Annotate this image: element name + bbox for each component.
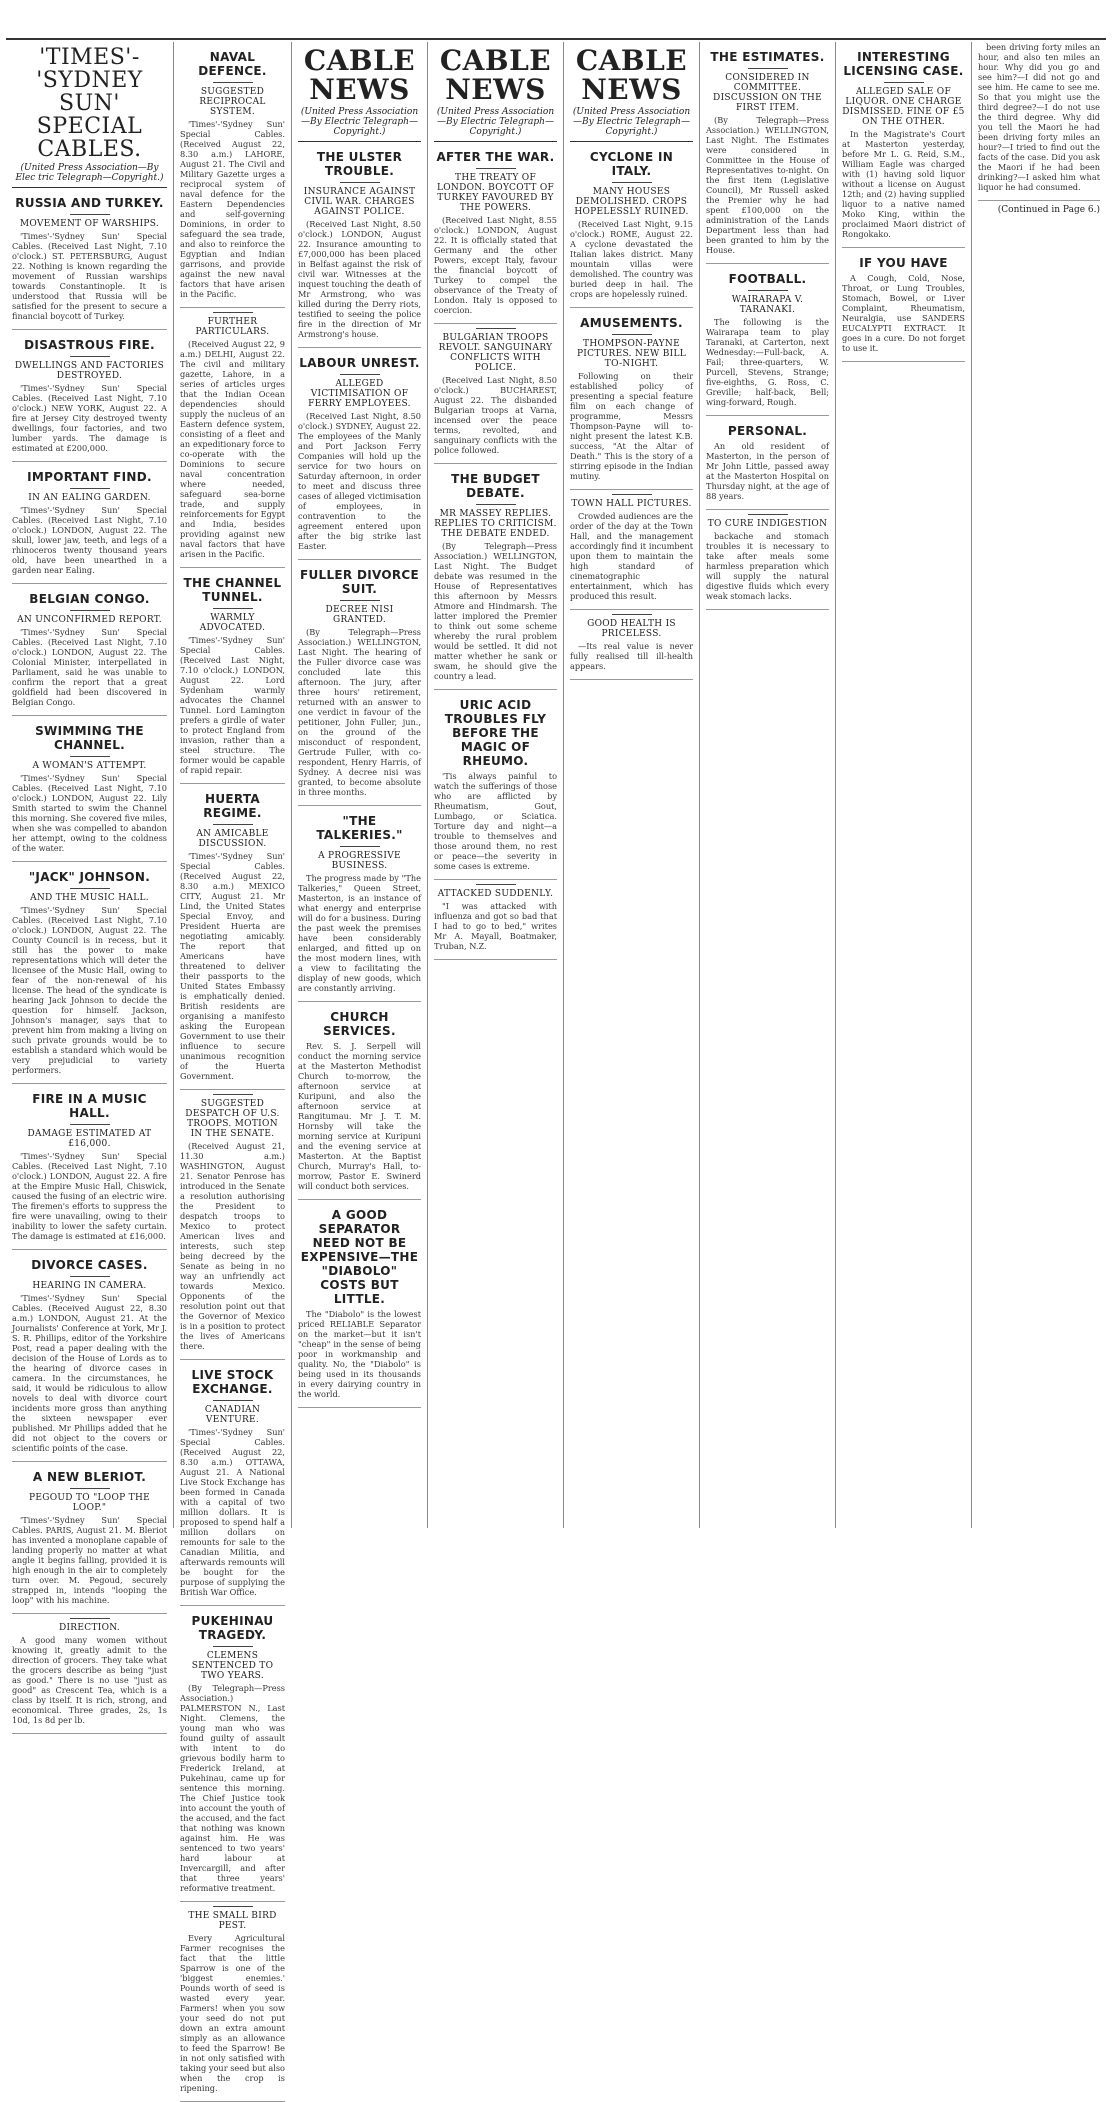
article-paragraph: Following on their established policy of presenting a special feature film on each change of programme, Messrs Thompson-Payne will to-night present the latest K.B. success, "At the Altar of Death." This is the story of a stirring episode in the Indian mutiny.: [570, 370, 693, 481]
article: [180, 1368, 285, 1606]
article-subheading: THE TREATY OF LONDON. BOYCOTT OF TURKEY FAVOURED BY THE POWERS.: [436, 172, 555, 213]
article: [570, 150, 693, 308]
article-paragraph: 'Times'-'Sydney Sun' Special Cables. PARIS, August 21. M. Bleriot has invented a monoplane capable of landing properly no matter at what angle it begins falling, provided it is high enough in the air to completely turn over. M. Pegoud, securely strapped in, intends "looping the loop" with his machine.: [12, 1515, 167, 1606]
article-body: [434, 771, 557, 871]
article-subheading: SUGGESTED RECIPROCAL SYSTEM.: [199, 87, 266, 117]
article-subheading: MANY HOUSES DEMOLISHED. CROPS HOPELESSLY RUINED.: [574, 186, 689, 217]
continued-notice: (Continued in Page 6.): [997, 205, 1100, 215]
article-body: [570, 641, 693, 671]
article-body: [12, 1515, 167, 1605]
article-paragraph: 'Times'-'Sydney Sun' Special Cables. (Received August 22, 8.30 a.m.) OTTAWA, August 21. A National Live Stock Exchange has been formed in Canada with a capital of two million dollars. It is proposed to spend half a million dollars on remounts for sale to the Canadian Militia, and afterwards remounts will be bought for the purpose of supplying the British War Office.: [180, 1427, 285, 1597]
article: [298, 568, 421, 806]
article: [434, 698, 557, 880]
article-headline: AMUSEMENTS.: [580, 315, 683, 330]
article-headline: DIVORCE CASES.: [31, 1258, 148, 1273]
headline-rule: [340, 846, 380, 847]
article-body: [298, 627, 421, 797]
article: [180, 1906, 285, 2102]
article-paragraph: 'Times'-'Sydney Sun' Special Cables. (Received August 22, 8.30 a.m.) MEXICO CITY, August 21. Mr Lind, the United States Special Envoy, and President Huerta are negotiating amicably. The report that Americans have threatened to deliver their passports to the United States Embassy is emphatically denied. British residents are organising a manifesto asking the European Government to use their influence to secure unanimous recognition of the Huerta Government.: [180, 851, 285, 1081]
headline-rule: [70, 356, 110, 357]
article-body: [298, 1041, 421, 1191]
article-paragraph: (By Telegraph—Press Association.) WELLINGTON, Last Night. The hearing of the Fuller divorce case was concluded late this afternoon. The jury, after three hours' retirement, returned with an answer to one verdict in favour of the petitioner, John Fuller, jun., on the ground of the misconduct of respondent, Gertrude Fuller, with co-respondent, Henry Harris, of Sydney. A decree nisi was granted, to become absolute in three months.: [298, 626, 421, 797]
headline-rule: [748, 514, 788, 515]
section-banner: 'TIMES'-'SYDNEY SUN' SPECIAL CABLES.: [36, 45, 143, 163]
headline-rule: [748, 68, 788, 69]
article-body: [298, 411, 421, 551]
article-paragraph: (By Telegraph—Press Association.) PALMERSTON N., Last Night. Clemens, the young man who was found guilty of assault with intent to do grievous bodily harm to Frederick Ireland, at Pukehinau, came up for sentence this morning. The Chief Justice took into account the youth of the accused, and the fact that nothing was known against him. He was sentenced to two years' hard labour at Invercargill, and after that three years' reformative treatment.: [180, 1683, 285, 1893]
section-byline: (United Press Association—By Electric Telegraph—Copyright.): [570, 105, 693, 142]
article: [12, 470, 167, 584]
section-byline: (United Press Association—By Elec tric Telegraph—Copyright.): [12, 161, 167, 188]
headline-rule: [612, 182, 652, 183]
article-subheading: TO CURE INDIGESTION: [707, 519, 828, 529]
article-subheading: WARMLY ADVOCATED.: [199, 613, 266, 633]
headline-rule: [213, 312, 253, 313]
section-byline: (United Press Association—By Electric Telegraph—Copyright.): [434, 105, 557, 142]
article-paragraph: The progress made by "The Talkeries," Queen Street, Masterton, is an instance of what energy and enterprise will do for a business. During the past week the premises have been considerably enlarged, and fitted up on the most modern lines, with a view to facilitating the display of new goods, which are constantly arriving.: [298, 872, 421, 993]
article-body: [298, 219, 421, 339]
article: [706, 272, 829, 416]
article-headline: "THE TALKERIES.": [316, 813, 403, 842]
article-paragraph: 'Times'-'Sydney Sun' Special Cables. (Received Last Night, 7.10 o'clock.) ST. PETERSBURG, August 22. Nothing is known regarding the movement of Russian warships towards Constantinople. It is understood that Russia will be satisfied for the present to secure a financial boycott of Turkey.: [12, 231, 167, 322]
article-body: [434, 901, 557, 951]
headline-rule: [213, 824, 253, 825]
headline-rule: [70, 1276, 110, 1277]
article: [12, 1470, 167, 1614]
article-paragraph: An old resident of Masterton, in the person of Mr John Little, passed away at the Masterton Hospital on Thursday night, at the age of 88 years.: [706, 441, 829, 501]
article-body: [12, 773, 167, 853]
article-paragraph: 'Times'-'Sydney Sun' Special Cables. (Received Last Night, 7.10 o'clock.) LONDON, August 22. Lord Sydenham warmly advocates the Channel Tunnel. Lord Lamington prefers a girdle of water to protect England from invasion, rather than a steel structure. The former would be capable of rapid repair.: [180, 635, 285, 775]
article-headline: SWIMMING THE CHANNEL.: [35, 724, 144, 753]
headline-rule: [213, 1906, 253, 1907]
article-subheading: GOOD HEALTH IS PRICELESS.: [587, 618, 676, 639]
article-paragraph: (Received Last Night, 8.50 o'clock.) LONDON, August 22. Insurance amounting to £7,000,000 has been placed in Belfast against the risk of civil war. Witnesses at the inquest touching the death of Mr Armstrong, who was killed during the Derry riots, testified to seeing the police fire in the direction of Mr Armstrong's house.: [298, 218, 421, 339]
section-byline: (United Press Association—By Electric Telegraph—Copyright.): [298, 105, 421, 142]
article-subheading: WAIRARAPA V. TARANAKI.: [731, 295, 804, 315]
article-subheading: A WOMAN'S ATTEMPT.: [32, 761, 147, 772]
article: [12, 1618, 167, 1734]
article-headline: LIVE STOCK EXCHANGE.: [191, 1368, 274, 1396]
article-body: [706, 115, 829, 255]
article: [434, 884, 557, 960]
article: [12, 196, 167, 330]
article-body: [12, 627, 167, 707]
article-subheading: FURTHER PARTICULARS.: [195, 317, 270, 337]
headline-rule: [70, 756, 110, 757]
headline-rule: [70, 214, 110, 215]
headline-rule: [612, 614, 652, 615]
headline-rule: [340, 600, 380, 601]
article: [570, 614, 693, 680]
article-headline: DISASTROUS FIRE.: [24, 338, 155, 353]
article-headline: NAVAL DEFENCE.: [198, 50, 267, 78]
article-body: [180, 1141, 285, 1351]
article-paragraph: backache and stomach troubles it is necessary to take after meals some harmless preparation which will supply the natural digestive fluids which every weak stomach lacks.: [706, 531, 829, 601]
article-body: [298, 873, 421, 993]
headline-rule: [213, 1646, 253, 1647]
article-headline: INTERESTING LICENSING CASE.: [843, 50, 964, 78]
article-subheading: TOWN HALL PICTURES.: [571, 498, 692, 509]
article-subheading: CLEMENS SENTENCED TO TWO YEARS.: [191, 1651, 274, 1681]
article-body: [978, 42, 1100, 192]
headline-rule: [340, 182, 380, 183]
column-4: [428, 42, 564, 1528]
article-paragraph: (By Telegraph—Press Association.) WELLINGTON, Last Night. The Estimates were considered in Committee in the House of Representatives to-night. On the first item (Legislative Council), Mr Russell asked the Premier why he had spent £100,000 on the administration of the Lands Department less than had been granted to him by the House.: [706, 115, 829, 255]
article-subheading: CONSIDERED IN COMMITTEE. DISCUSSION ON THE FIRST ITEM.: [713, 73, 822, 113]
article: [298, 1010, 421, 1200]
article-body: [12, 231, 167, 321]
article-paragraph: (By Telegraph—Press Association.) WELLINGTON, Last Night. The Budget debate was resumed in the House of Representatives this afternoon by Messrs Atmore and Hindmarsh. The latter implored the Premier to think out some scheme whereby the rural problem would be settled. It did not matter whether he sank or swam, he should give the country a lead.: [434, 540, 557, 681]
article-subheading: PEGOUD TO "LOOP THE LOOP.": [28, 1493, 150, 1514]
article-paragraph: 'Times'-'Sydney Sun' Special Cables. (Received Last Night, 7.10 o'clock.) LONDON, August 22. The skull, lower jaw, teeth, and legs of a rhinoceros twenty thousand years old, have been unearthed in a garden near Ealing.: [12, 505, 167, 576]
headline-rule: [476, 328, 516, 329]
article-subheading: MOVEMENT OF WARSHIPS.: [19, 219, 160, 230]
headline-rule: [213, 1094, 253, 1095]
article-subheading: THOMPSON-PAYNE PICTURES. NEW BILL TO-NIGHT.: [576, 338, 687, 369]
article: [298, 356, 421, 560]
article-headline: FULLER DIVORCE SUIT.: [300, 567, 419, 596]
article: [180, 50, 285, 308]
article: [434, 150, 557, 324]
article-paragraph: A Cough, Cold, Nose, Throat, or Lung Troubles, Stomach, Bowel, or Liver Complaint, Rheumatism, Neuralgia, use SANDERS EUCALYPTI EXTRACT. It goes in a cure. Do not forget to use it.: [842, 273, 965, 353]
article-subheading: DAMAGE ESTIMATED AT £16,000.: [27, 1129, 152, 1150]
article-headline: FIRE IN A MUSIC HALL.: [32, 1092, 147, 1121]
headline-rule: [476, 504, 516, 505]
article: [180, 792, 285, 1090]
headline-rule: [70, 1124, 110, 1125]
article-subheading: DIRECTION.: [58, 1623, 121, 1634]
article-headline: AFTER THE WAR.: [436, 149, 555, 164]
headline-rule: [612, 334, 652, 335]
headline-rule: [70, 1618, 110, 1619]
article-headline: A NEW BLERIOT.: [32, 1470, 147, 1485]
article-paragraph: 'Times'-'Sydney Sun' Special Cables. (Received Last Night, 7.10 o'clock.) LONDON, August 22. The County Council is in recess, but it still has the power to make representations which will deter the licensee of the Music Hall, owing to fear of the non-renewal of his license. The head of the syndicate is hearing Jack Johnson to decide the question for himself. Jackson, Johnson's manager, says that to prevent him from making a living on such private grounds would be to establish a standard which would be very prejudicial to variety performers.: [12, 905, 167, 1076]
article: [434, 472, 557, 690]
article-headline: IMPORTANT FIND.: [27, 470, 152, 485]
article-body: [180, 339, 285, 559]
article: [706, 424, 829, 510]
article: [12, 592, 167, 716]
article-subheading: DECREE NISI GRANTED.: [325, 604, 394, 625]
article-headline: PERSONAL.: [727, 424, 808, 438]
article-subheading: THE SMALL BIRD PEST.: [188, 1911, 277, 1931]
article-paragraph: (Received Last Night, 8.50 o'clock.) BUCHAREST, August 22. The disbanded Bulgarian troops at Varna, incensed over the peace terms, revolted, and sanguinary conflicts with the police followed.: [434, 374, 557, 455]
headline-rule: [612, 494, 652, 495]
article-paragraph: Every Agricultural Farmer recognises the fact that the little Sparrow is one of the 'biggest enemies.' Pounds worth of seed is wasted every year. Farmers! when you sow your seed do not put down an extra amount simply as an allowance to feed the Sparrow! Be in not only satisfied with taking your seed but also when the crop is ripening.: [180, 1933, 285, 2093]
article-body: [180, 119, 285, 299]
article-body: [570, 511, 693, 601]
headline-rule: [748, 290, 788, 291]
article-paragraph: (Received Last Night, 8.55 o'clock.) LONDON, August 22. It is officially stated that Germany and the other Powers, except Italy, favour the financial boycott of Turkey to compel the observance of the Treaty of London. Italy is opposed to coercion.: [434, 214, 557, 315]
article-subheading: BULGARIAN TROOPS REVOLT. SANGUINARY CONFLICTS WITH POLICE.: [438, 332, 553, 373]
article-headline: THE ULSTER TROUBLE.: [316, 149, 403, 178]
article: [434, 328, 557, 464]
article-headline: RUSSIA AND TURKEY.: [15, 196, 164, 211]
article-subheading: INSURANCE AGAINST CIVIL WAR. CHARGES AGAINST POLICE.: [303, 186, 416, 217]
column-6: [700, 42, 836, 1528]
article-body: [434, 375, 557, 455]
article: [12, 870, 167, 1084]
article: [180, 576, 285, 784]
article-body: [180, 1933, 285, 2093]
article: [298, 150, 421, 348]
headline-rule: [213, 82, 253, 83]
article-paragraph: The following is the Wairarapa team to play Taranaki, at Carterton, next Wednesday:—Full-back, A. Fail; three-quarters, W. Purcell, Stevens, Strange; five-eighths, G. Ross, C. Greville; half-back, Bell; wing-forward, Rough.: [706, 317, 829, 407]
article-body: [706, 441, 829, 501]
article-paragraph: 'Times'-'Sydney Sun' Special Cables. (Received August 22, 8.30 a.m.) LAHORE, August 21. The Civil and Military Gazette urges a reciprocal system of naval defence for the Eastern Dependencies and self-governing Dominions, in order to safeguard the sea trade, and also to reinforce the Egyptian and Indian garrisons, and provide against the new naval factors that have arisen in the Pacific.: [180, 119, 285, 299]
article-headline: LABOUR UNREST.: [299, 355, 420, 370]
article-body: [12, 1293, 167, 1453]
article-paragraph: 'Tis always painful to watch the sufferings of those who are afflicted by Rheumatism, Gout, Lumbago, or Sciatica. Torture day and night—a trouble to themselves and those around them, no rest or peace—the severity in some cases is extreme.: [434, 770, 557, 871]
article-body: [180, 635, 285, 775]
headline-rule: [70, 1488, 110, 1489]
article-paragraph: Crowded audiences are the order of the day at the Town Hall, and the management accordingly find it incumbent upon them to maintain the high standard of cinematographic entertainment, which has produced this result.: [570, 510, 693, 601]
article-paragraph: "I was attacked with influenza and got so bad that I had to go to bed," writes Mr A. Mayall, Boatmaker, Truban, N.Z.: [434, 900, 557, 951]
article: [180, 1094, 285, 1360]
article-body: [12, 905, 167, 1075]
article: [12, 724, 167, 862]
article-body: [570, 219, 693, 299]
article-body: [842, 129, 965, 239]
headline-rule: [70, 610, 110, 611]
headline-rule: [70, 888, 110, 889]
column-8: [972, 42, 1106, 1528]
article: [842, 256, 965, 362]
article-headline: URIC ACID TROUBLES FLY BEFORE THE MAGIC OF RHEUMO.: [444, 697, 547, 768]
article-headline: IF YOU HAVE: [859, 256, 948, 270]
column-1: [6, 42, 174, 1726]
headline-rule: [340, 374, 380, 375]
column-7: [836, 42, 972, 1528]
article: [978, 42, 1100, 201]
article-subheading: A PROGRESSIVE BUSINESS.: [318, 850, 401, 871]
article-body: [12, 383, 167, 453]
article-headline: CYCLONE IN ITALY.: [589, 149, 674, 178]
article: [842, 50, 965, 248]
article-headline: PUKEHINAU TRAGEDY.: [191, 1614, 274, 1642]
article: [12, 338, 167, 462]
article-body: [434, 541, 557, 681]
headline-rule: [884, 82, 924, 83]
article: [12, 1092, 167, 1250]
article-body: [706, 317, 829, 407]
article-headline: FOOTBALL.: [728, 272, 807, 286]
headline-rule: [70, 488, 110, 489]
section-banner: CABLE NEWS: [575, 44, 688, 107]
article-headline: "JACK" JOHNSON.: [28, 870, 151, 885]
article-paragraph: —Its real value is never fully realised till ill-health appears.: [570, 640, 693, 671]
article-headline: BELGIAN CONGO.: [29, 592, 150, 607]
article: [12, 1258, 167, 1462]
article-paragraph: (Received Last Night, 8.50 o'clock.) SYDNEY, August 22. The employees of the Manly and Port Jackson Ferry Companies will hold up the service for two hours on Saturday afternoon, in order to meet and discuss three cases of alleged victimisation of employees, in contravention to the agreement entered upon after the big strike last Easter.: [298, 410, 421, 551]
article-paragraph: 'Times'-'Sydney Sun' Special Cables. (Received Last Night, 7.10 o'clock.) LONDON, August 22. Lily Smith started to swim the Channel this morning. She covered five miles, when she was compelled to abandon her attempt, owing to the coldness of the water.: [12, 773, 167, 854]
article: [298, 814, 421, 1002]
article-subheading: AND THE MUSIC HALL.: [30, 893, 149, 904]
article-body: [298, 1309, 421, 1399]
article: [180, 312, 285, 568]
article-body: [180, 851, 285, 1081]
article: [706, 50, 829, 264]
article-subheading: AN UNCONFIRMED REPORT.: [17, 615, 162, 626]
column-2: [174, 42, 292, 2093]
article-subheading: AN AMICABLE DISCUSSION.: [196, 829, 269, 849]
article-subheading: ALLEGED VICTIMISATION OF FERRY EMPLOYEES.: [308, 378, 411, 409]
article-headline: THE ESTIMATES.: [710, 50, 825, 64]
headline-rule: [476, 884, 516, 885]
article-paragraph: (Received August 21, 11.30 a.m.) WASHINGTON, August 21. Senator Penrose has introduced in the Senate a resolution authorising the President to despatch troops to Mexico to protect American lives and interests, such step being decreed by the Senate as being in no way an unfriendly act towards Mexico. Opponents of the resolution point out that the Governor of Mexico is in a position to protect the lives of Americans there.: [180, 1141, 285, 1351]
article-paragraph: In the Magistrate's Court at Masterton yesterday, before Mr L. G. Reid, S.M., William Eagle was charged with (1) having sold liquor without a license on August 12th; and (2) having supplied liquor to a native named Moko King, within the proclaimed Maori district of Rongokako.: [842, 129, 965, 239]
column-3: [292, 42, 428, 1528]
column-5: [564, 42, 700, 1528]
section-banner: CABLE NEWS: [303, 44, 416, 107]
article-subheading: ALLEGED SALE OF LIQUOR. ONE CHARGE DISMISSED. FINE OF £5 ON THE OTHER.: [842, 87, 965, 127]
article-paragraph: The "Diabolo" is the lowest priced RELIABLE Separator on the market—but it isn't "cheap" in the sense of being poor in workmanship and quality. No, the "Diabolo" is being used in its thousands in every dairying country in the world.: [298, 1308, 421, 1399]
article-body: [180, 1683, 285, 1893]
article-paragraph: 'Times'-'Sydney Sun' Special Cables. (Received Last Night, 7.10 o'clock.) NEW YORK, August 22. A fire at Jersey City destroyed twenty dwellings, four factories, and two lumber yards. The damage is estimated at £200,000.: [12, 383, 167, 454]
article-headline: CHURCH SERVICES.: [323, 1009, 396, 1038]
article: [180, 1614, 285, 1902]
article: [706, 514, 829, 610]
article-paragraph: (Received Last Night, 9.15 o'clock.) ROME, August 22. A cyclone devastated the Italian lakes district. Many mountain villas were demolished. The country was buried deep in hail. The crops are hopelessly ruined.: [570, 218, 693, 299]
article-subheading: CANADIAN VENTURE.: [204, 1405, 261, 1425]
article-paragraph: 'Times'-'Sydney Sun' Special Cables. (Received Last Night, 7.10 o'clock.) LONDON, August 22. The Colonial Minister, interpellated in Parliament, said he was unable to confirm the report that a great goldfield had been discovered in Belgian Congo.: [12, 627, 167, 708]
article-subheading: HEARING IN CAMERA.: [32, 1281, 147, 1292]
article-headline: THE CHANNEL TUNNEL.: [183, 576, 282, 604]
article-body: [706, 531, 829, 601]
columns: [6, 42, 1106, 2093]
article-subheading: IN AN EALING GARDEN.: [28, 493, 151, 504]
article-paragraph: A good many women without knowing it, greatly admit to the direction of grocers. They take what the grocers describe as being "just as good." There is no use "just as good" as Crescent Tea, which is a class by itself. It is rich, strong, and economical. Three grades, 2s, 1s 10d, 1s 8d per lb.: [12, 1635, 167, 1726]
article-paragraph: 'Times'-'Sydney Sun' Special Cables. (Received August 22, 8.30 a.m.) LONDON, August 21. At the Journalists' Conference at York, Mr J. S. R. Phillips, editor of the Yorkshire Post, read a paper dealing with the decision of the House of Lords as to the hearing of divorce cases in camera. In the circumstances, he said, it would be ridiculous to allow novels to deal with divorce court incidents more gross than anything the sixteen newspaper ever published. Mr Phillips added that he did not object to the covers or scientific points of the case.: [12, 1293, 167, 1454]
article-subheading: ATTACKED SUDDENLY.: [437, 888, 554, 899]
article-paragraph: been driving forty miles an hour, and also ten miles an hour. Why did you go and see him?—I did not go and see him. He came to see me. So that you might use the third degree?—I do not use the third degree. Why did you tell the Maori he had been driving forty miles an hour?—I tried to find out the facts of the case. Did you ask the Maori if he had been drinking?—I asked him what liquor he had consumed.: [978, 42, 1100, 192]
article-body: [180, 1427, 285, 1597]
article-body: [570, 371, 693, 481]
article-body: [12, 505, 167, 575]
article-body: [434, 215, 557, 315]
headline-rule: [476, 168, 516, 169]
article-paragraph: (Received August 22, 9 a.m.) DELHI, August 22. The civil and military gazette, Lahore, in a series of articles urges that the Indian Ocean dependencies should supply the nucleus of an Eastern defence system, consisting of a fleet and an expeditionary force to co-operate with the Dominions to secure naval concentration where needed, safeguard sea-borne trade, and supply reinforcements for Egypt and India, besides providing against new naval factors that have arisen in the Pacific.: [180, 339, 285, 559]
article: [298, 1208, 421, 1408]
article-body: [12, 1151, 167, 1241]
article-headline: A GOOD SEPARATOR NEED NOT BE EXPENSIVE—THE "DIABOLO" COSTS BUT LITTLE.: [300, 1207, 419, 1306]
article-subheading: MR MASSEY REPLIES. REPLIES TO CRITICISM. THE DEBATE ENDED.: [434, 508, 557, 539]
article-headline: THE BUDGET DEBATE.: [451, 471, 540, 500]
headline-rule: [213, 1400, 253, 1401]
article-paragraph: Rev. S. J. Serpell will conduct the morning service at the Masterton Methodist Church to-morrow, the afternoon service at Kuripuni, and also the afternoon service at Rangitumau. Mr J. T. M. Hornsby will take the morning service at Kuripuni and the evening service at Masterton. At the Baptist Church, Murray's Hall, to-morrow, Pastor E. Swinerd will conduct both services.: [298, 1040, 421, 1191]
article-paragraph: 'Times'-'Sydney Sun' Special Cables. (Received Last Night, 7.10 o'clock.) LONDON, August 22. A fire at the Empire Music Hall, Chiswick, caused the fusing of an electric wire. The firemen's efforts to suppress the fire were unavailing, owing to their inability to lower the safety curtain. The damage is estimated at £16,000.: [12, 1151, 167, 1242]
article-body: [12, 1635, 167, 1725]
article-body: [842, 273, 965, 353]
section-banner: CABLE NEWS: [439, 44, 552, 107]
headline-rule: [213, 608, 253, 609]
article-subheading: SUGGESTED DESPATCH OF U.S. TROOPS. MOTION IN THE SENATE.: [185, 1099, 280, 1139]
masthead: [6, 0, 1106, 40]
article: [570, 316, 693, 490]
article-subheading: DWELLINGS AND FACTORIES DESTROYED.: [14, 361, 165, 382]
article: [570, 494, 693, 610]
article-headline: HUERTA REGIME.: [203, 792, 262, 820]
